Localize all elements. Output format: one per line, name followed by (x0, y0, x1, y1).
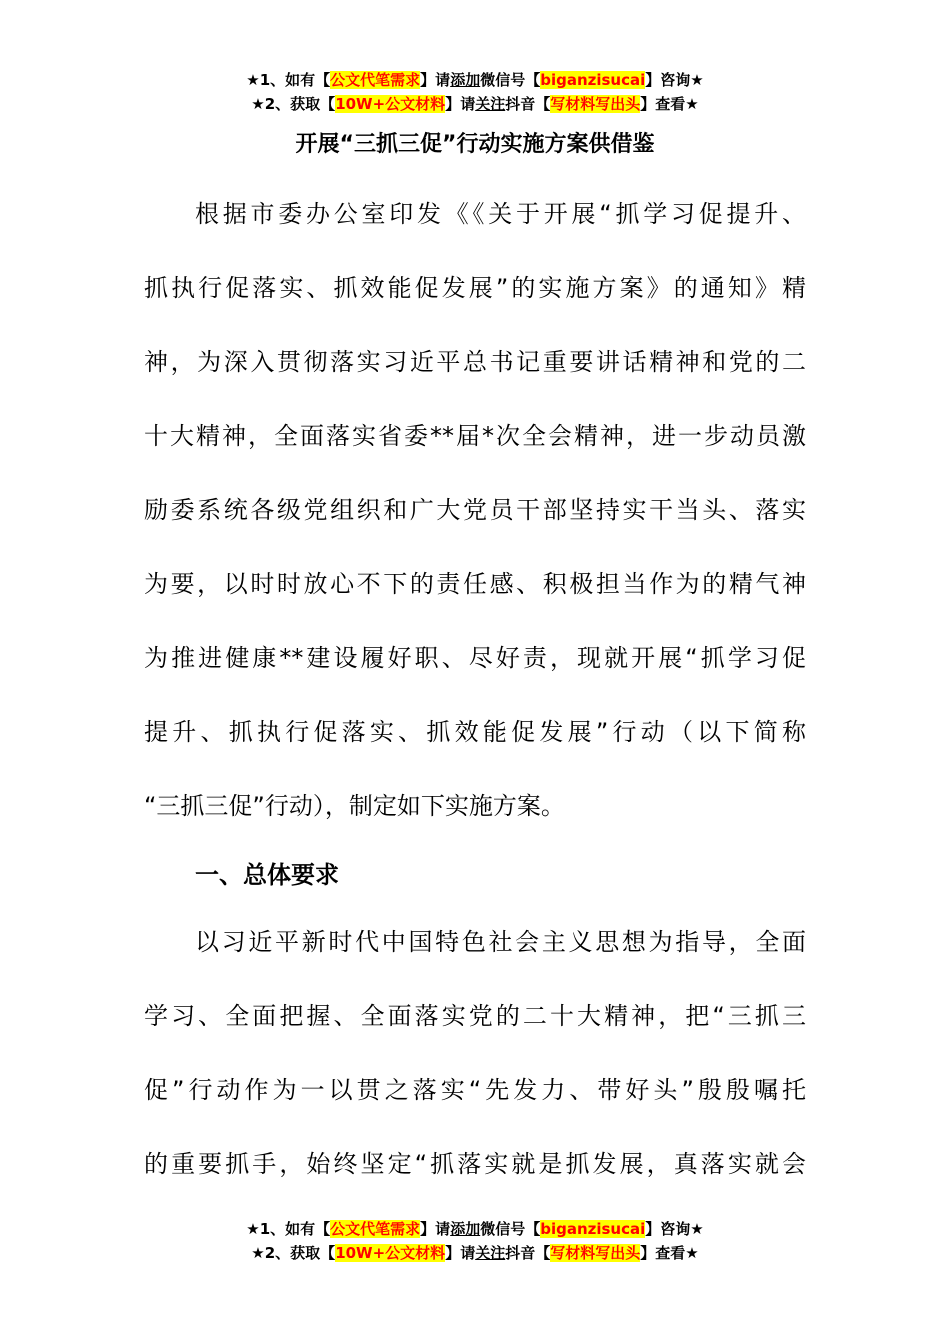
paragraph-line: 提升、抓执行促落实、抓效能促发展”行动（以下简称 (144, 718, 806, 746)
paragraph-1 (144, 177, 806, 843)
paragraph-line: 抓执行促落实、抓效能促发展”的实施方案》的通知》精 (144, 274, 806, 302)
paragraph-line: 促”行动作为一以贯之落实“先发力、带好头”殷殷嘱托 (144, 1076, 806, 1104)
paragraph-line: “三抓三促”行动），制定如下实施方案。 (144, 792, 565, 820)
underlined-add: 添加 (450, 1220, 481, 1238)
paragraph-line: 十大精神，全面落实省委**届*次全会精神，进一步动员激 (144, 422, 806, 450)
highlight-service: 公文代笔需求 (330, 71, 421, 89)
paragraph-line: 以习近平新时代中国特色社会主义思想为指导，全面 (195, 928, 806, 956)
paragraph-line: 励委系统各级党组织和广大党员干部坚持实干当头、落实 (144, 496, 806, 524)
banner-line-1: ★1、如有【公文代笔需求】请添加微信号【biganzisucai】咨询★ (246, 71, 704, 89)
highlight-douyin-id: 写材料写出头 (550, 1244, 641, 1262)
highlight-douyin-id: 写材料写出头 (550, 95, 641, 113)
banner-line-1: ★1、如有【公文代笔需求】请添加微信号【biganzisucai】咨询★ (246, 1220, 704, 1238)
underlined-add: 添加 (450, 71, 481, 89)
paragraph-line: 学习、全面把握、全面落实党的二十大精神，把“三抓三 (144, 1002, 806, 1030)
paragraph-line: 的重要抓手，始终坚定“抓落实就是抓发展，真落实就会 (144, 1150, 806, 1178)
top-banner (0, 68, 950, 116)
paragraph-line: 为要，以时时放心不下的责任感、积极担当作为的精气神 (144, 570, 806, 598)
section-heading-1: 一、总体要求 (195, 861, 339, 889)
highlight-materials: 10W+公文材料 (335, 1244, 446, 1262)
underlined-follow: 关注 (475, 95, 506, 113)
highlight-service: 公文代笔需求 (330, 1220, 421, 1238)
highlight-wechat-id: biganzisucai (540, 71, 646, 89)
paragraph-line: 根据市委办公室印发《《关于开展“抓学习促提升、 (195, 200, 806, 228)
paragraph-2 (144, 905, 806, 1201)
banner-line-2: ★2、获取【10W+公文材料】请关注抖音【写材料写出头】查看★ (251, 95, 699, 113)
banner-line-2: ★2、获取【10W+公文材料】请关注抖音【写材料写出头】查看★ (251, 1244, 699, 1262)
bottom-banner (0, 1217, 950, 1265)
paragraph-line: 为推进健康**建设履好职、尽好责，现就开展“抓学习促 (144, 644, 806, 672)
highlight-wechat-id: biganzisucai (540, 1220, 646, 1238)
underlined-follow: 关注 (475, 1244, 506, 1262)
document-title: 开展“三抓三促”行动实施方案供借鉴 (295, 132, 655, 157)
highlight-materials: 10W+公文材料 (335, 95, 446, 113)
paragraph-line: 神，为深入贯彻落实习近平总书记重要讲话精神和党的二 (144, 348, 806, 376)
